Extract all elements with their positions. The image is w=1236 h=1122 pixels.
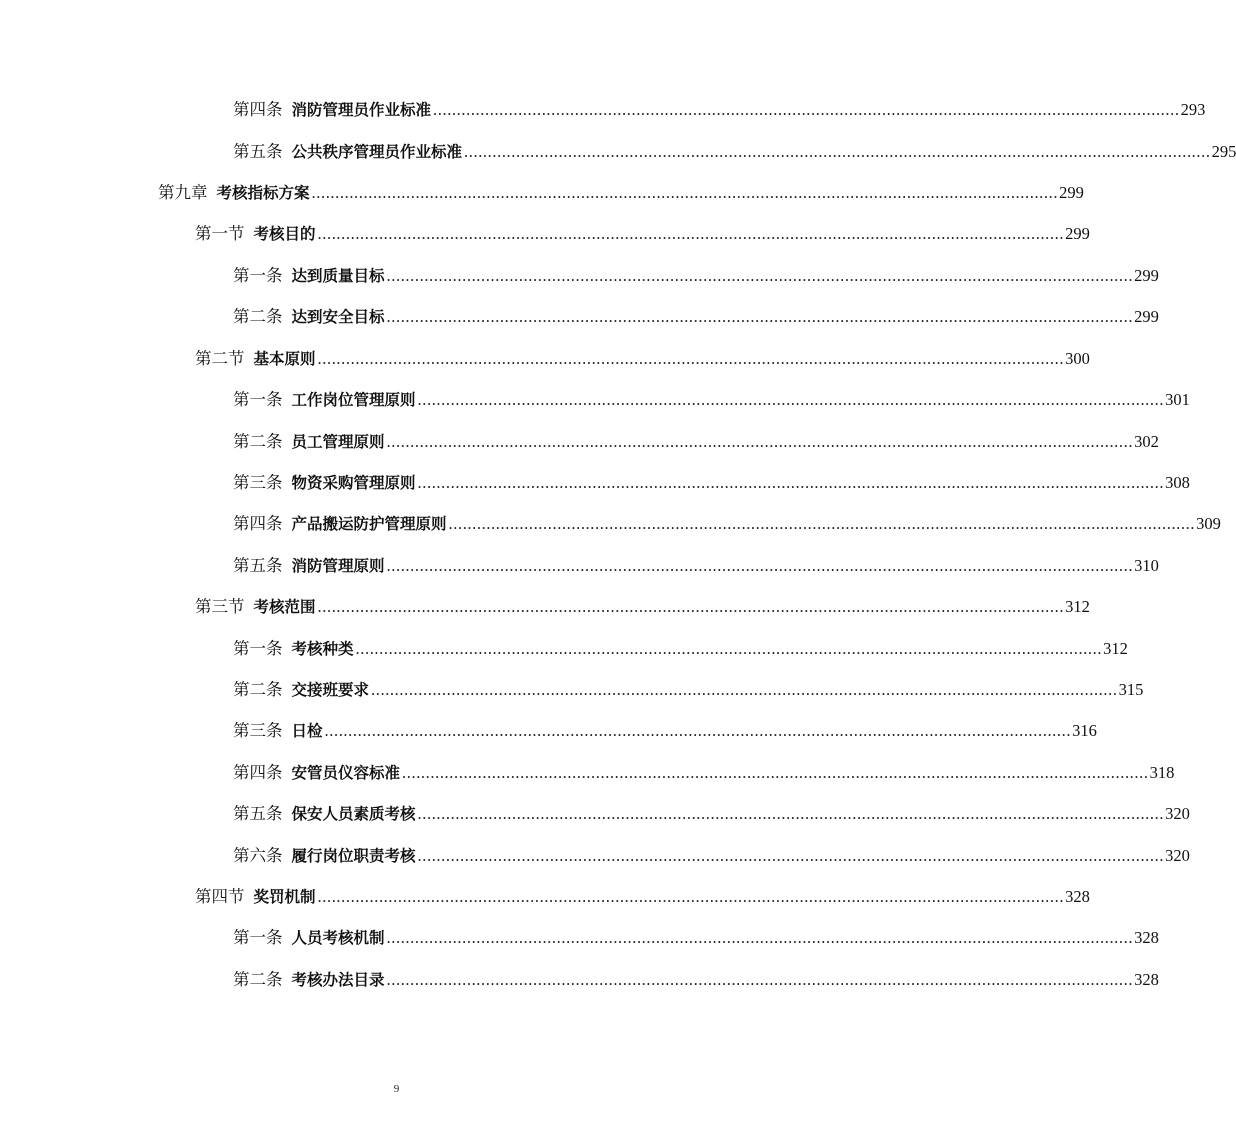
- toc-entry-title: 奖罚机制: [253, 888, 316, 906]
- toc-entry-title: 考核范围: [253, 598, 316, 616]
- toc-leader-dots: ..............................................................................................................................................................: [417, 473, 1165, 492]
- toc-entry-page: 315: [1118, 680, 1144, 699]
- toc-entry-label: 第二条: [233, 970, 283, 989]
- toc-entry-label: 第一条: [233, 928, 283, 947]
- toc-leader-dots: ..............................................................................................................................................................: [317, 887, 1065, 906]
- toc-entry-label: 第三条: [233, 721, 283, 740]
- toc-entry-title: 基本原则: [253, 350, 316, 368]
- toc-entry-page: 310: [1134, 556, 1159, 575]
- toc-leader-dots: ..............................................................................................................................................................: [386, 928, 1134, 947]
- toc-leader-dots: ..............................................................................................................................................................: [402, 763, 1149, 782]
- toc-entry-title: 安管员仪容标准: [291, 764, 401, 782]
- toc-entry-title: 考核指标方案: [216, 184, 310, 202]
- toc-leader-dots: ..............................................................................................................................................................: [386, 432, 1134, 451]
- toc-entry-title: 产品搬运防护管理原则: [291, 515, 447, 533]
- toc-leader-dots: ..............................................................................................................................................................: [371, 680, 1118, 699]
- toc-entry-label: 第三节: [195, 597, 245, 616]
- toc-leader-dots: ..............................................................................................................................................................: [464, 142, 1211, 161]
- toc-entry-label: 第六条: [233, 846, 283, 865]
- toc-entry[interactable]: [233, 303, 1159, 331]
- toc-entry[interactable]: [233, 510, 1221, 538]
- toc-entry[interactable]: [233, 842, 1190, 870]
- toc-entry-page: 328: [1065, 887, 1090, 906]
- toc-entry-label: 第二条: [233, 432, 283, 451]
- toc-leader-dots: ..............................................................................................................................................................: [317, 224, 1065, 243]
- toc-entry-page: 320: [1165, 804, 1190, 823]
- toc-entry-page: 309: [1196, 514, 1221, 533]
- toc-entry-page: 312: [1103, 639, 1128, 658]
- toc-entry-label: 第一条: [233, 639, 283, 658]
- toc-entry-title: 履行岗位职责考核: [291, 847, 416, 865]
- toc-entry-chapter[interactable]: [158, 179, 1084, 207]
- toc-entry[interactable]: [233, 966, 1159, 994]
- toc-entry-label: 第二条: [233, 307, 283, 326]
- toc-entry-label: 第五条: [233, 142, 283, 161]
- toc-entry-page: 299: [1134, 307, 1159, 326]
- toc-leader-dots: ..............................................................................................................................................................: [317, 597, 1065, 616]
- toc-entry[interactable]: [233, 924, 1159, 952]
- toc-leader-dots: ..............................................................................................................................................................: [386, 307, 1134, 326]
- toc-entry-page: 328: [1134, 928, 1159, 947]
- toc-entry-title: 达到安全目标: [291, 308, 385, 326]
- toc-entry[interactable]: [233, 386, 1190, 414]
- toc-entry-title: 考核种类: [291, 640, 354, 658]
- toc-leader-dots: ..............................................................................................................................................................: [355, 639, 1103, 658]
- toc-entry-section[interactable]: [195, 593, 1090, 621]
- toc-entry-page: 295: [1211, 142, 1236, 161]
- toc-entry-page: 318: [1149, 763, 1175, 782]
- toc-entry-label: 第四节: [195, 887, 245, 906]
- toc-entry-label: 第三条: [233, 473, 283, 492]
- toc-leader-dots: ..............................................................................................................................................................: [417, 390, 1165, 409]
- toc-entry-page: 302: [1134, 432, 1159, 451]
- toc-leader-dots: ..............................................................................................................................................................: [386, 266, 1134, 285]
- toc-entry[interactable]: [233, 469, 1190, 497]
- toc-entry-page: 299: [1134, 266, 1159, 285]
- toc-entry-page: 299: [1059, 183, 1084, 202]
- toc-entry-section[interactable]: [195, 883, 1090, 911]
- toc-entry-page: 316: [1072, 721, 1097, 740]
- toc-entry-title: 人员考核机制: [291, 929, 385, 947]
- toc-entry[interactable]: [233, 635, 1128, 663]
- toc-entry-label: 第五条: [233, 804, 283, 823]
- toc-entry-label: 第一节: [195, 224, 245, 243]
- toc-leader-dots: ..............................................................................................................................................................: [433, 100, 1180, 119]
- toc-entry-page: 301: [1165, 390, 1190, 409]
- toc-entry[interactable]: [233, 138, 1236, 166]
- toc-entry[interactable]: [233, 676, 1144, 704]
- toc-entry[interactable]: [233, 759, 1175, 787]
- toc-entry-page: 320: [1165, 846, 1190, 865]
- toc-entry-title: 消防管理员作业标准: [291, 101, 432, 119]
- toc-entry-page: 299: [1065, 224, 1090, 243]
- toc-entry-title: 公共秩序管理员作业标准: [291, 143, 463, 161]
- footer-page-number: 9: [393, 1083, 400, 1095]
- toc-entry-title: 考核办法目录: [291, 971, 385, 989]
- toc-entry-page: 312: [1065, 597, 1090, 616]
- toc-entry-label: 第九章: [158, 183, 208, 202]
- toc-entry-title: 考核目的: [253, 225, 316, 243]
- toc-entry-label: 第四条: [233, 514, 283, 533]
- toc-entry-label: 第一条: [233, 266, 283, 285]
- toc-entry-section[interactable]: [195, 345, 1090, 373]
- toc-entry-title: 员工管理原则: [291, 433, 385, 451]
- toc-entry-label: 第二条: [233, 680, 283, 699]
- toc-leader-dots: ..............................................................................................................................................................: [311, 183, 1059, 202]
- toc-entry[interactable]: [233, 428, 1159, 456]
- toc-entry[interactable]: [233, 262, 1159, 290]
- toc-entry-label: 第四条: [233, 100, 283, 119]
- toc-leader-dots: ..............................................................................................................................................................: [386, 556, 1134, 575]
- toc-entry[interactable]: [233, 96, 1206, 124]
- toc-entry-title: 日检: [291, 722, 323, 740]
- toc-entry-page: 300: [1065, 349, 1090, 368]
- toc-entry-page: 328: [1134, 970, 1159, 989]
- toc-entry-page: 308: [1165, 473, 1190, 492]
- toc-entry-title: 消防管理原则: [291, 557, 385, 575]
- toc-entry-title: 工作岗位管理原则: [291, 391, 416, 409]
- toc-entry-label: 第五条: [233, 556, 283, 575]
- toc-entry-label: 第一条: [233, 390, 283, 409]
- toc-entry-section[interactable]: [195, 220, 1090, 248]
- toc-entry-title: 交接班要求: [291, 681, 370, 699]
- toc-leader-dots: ..............................................................................................................................................................: [417, 846, 1165, 865]
- toc-leader-dots: ..............................................................................................................................................................: [448, 514, 1196, 533]
- toc-leader-dots: ..............................................................................................................................................................: [317, 349, 1065, 368]
- toc-entry[interactable]: [233, 552, 1159, 580]
- toc-entry-page: 293: [1180, 100, 1206, 119]
- toc-entry[interactable]: [233, 800, 1190, 828]
- toc-leader-dots: ..............................................................................................................................................................: [324, 721, 1072, 740]
- toc-leader-dots: ..............................................................................................................................................................: [386, 970, 1134, 989]
- toc-entry[interactable]: [233, 717, 1097, 745]
- toc-entry-title: 达到质量目标: [291, 267, 385, 285]
- toc-entry-title: 物资采购管理原则: [291, 474, 416, 492]
- toc-entry-title: 保安人员素质考核: [291, 805, 416, 823]
- toc-leader-dots: ..............................................................................................................................................................: [417, 804, 1165, 823]
- toc-entry-label: 第二节: [195, 349, 245, 368]
- toc-entry-label: 第四条: [233, 763, 283, 782]
